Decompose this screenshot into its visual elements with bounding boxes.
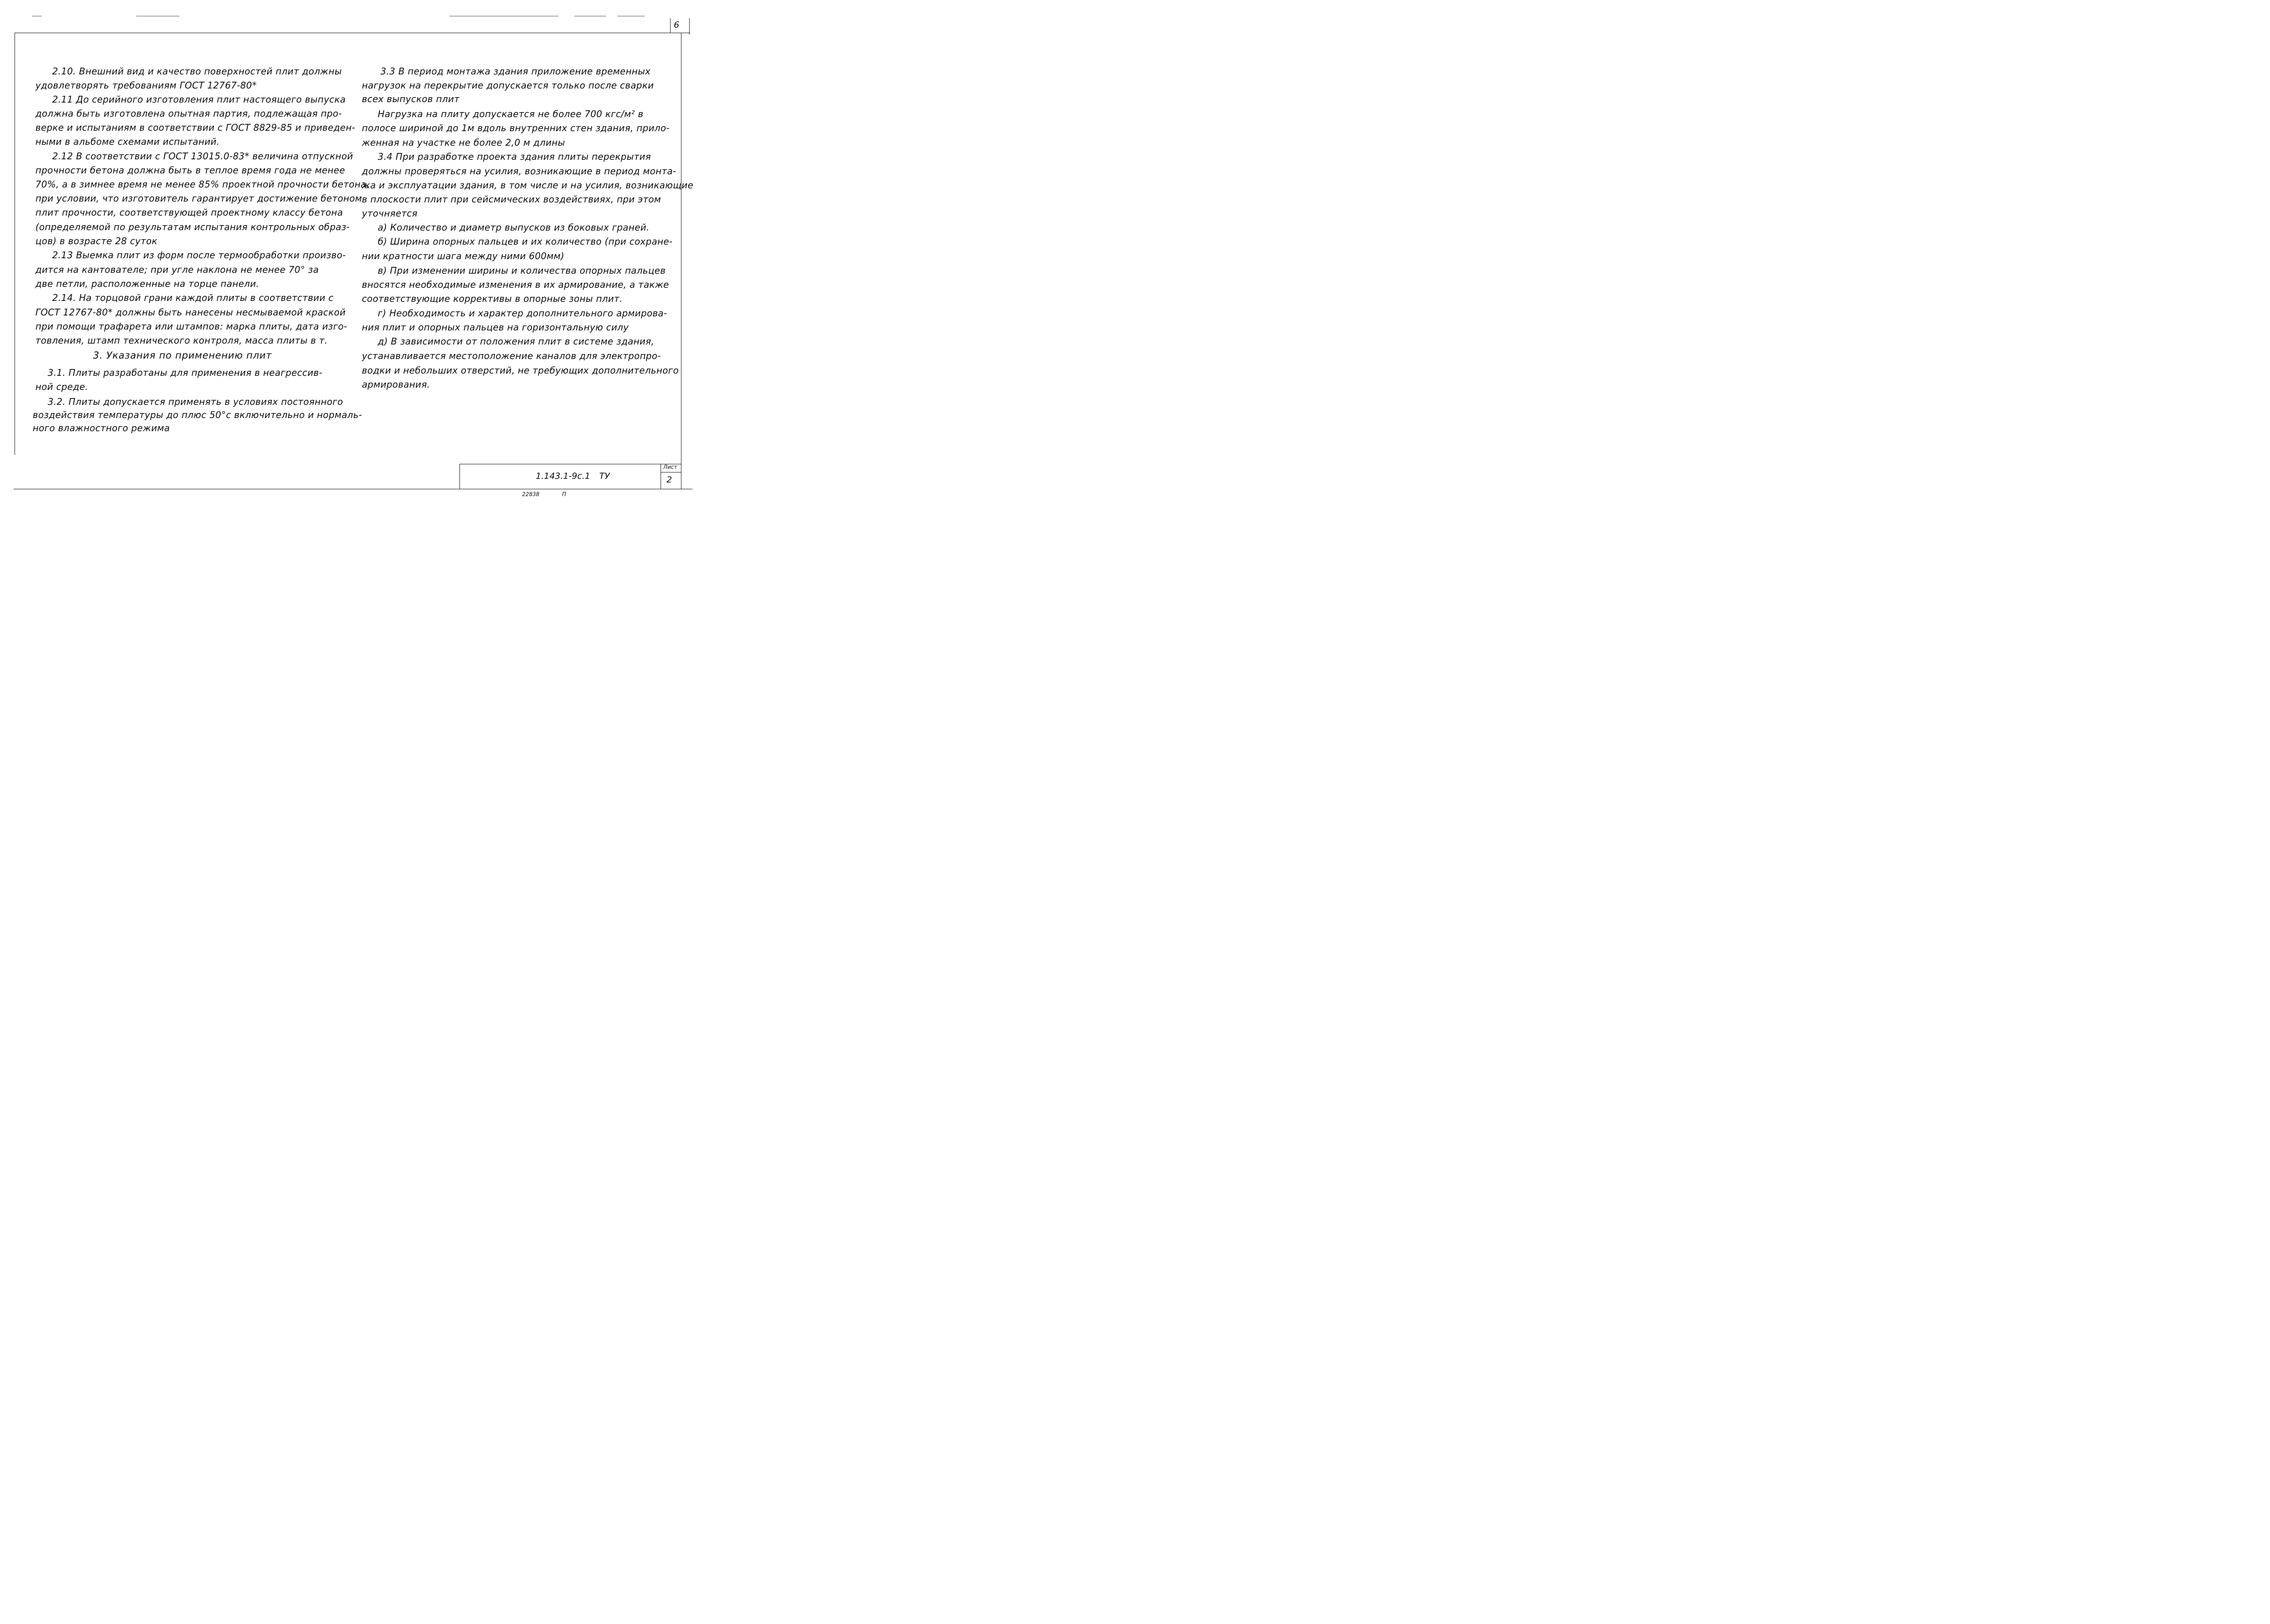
text-line: должны проверяться на усилия, возникающие в период монта-: [362, 166, 676, 177]
text-line: плит прочности, соответствующей проектному классу бетона: [35, 207, 343, 218]
title-block-left-line: [459, 464, 460, 489]
text-line: водки и небольших отверстий, не требующих дополнительного: [362, 365, 679, 376]
text-line: ного влажностного режима: [33, 423, 170, 433]
text-line: 2.10. Внешний вид и качество поверхностей плит должны: [52, 66, 342, 77]
text-line: 70%, а в зимнее время не менее 85% проектной прочности бетона,: [35, 179, 370, 190]
sheet-label: Лист: [663, 464, 677, 470]
text-line: 3.1. Плиты разработаны для применения в неагрессив-: [48, 367, 322, 378]
text-line: армирования.: [362, 379, 430, 390]
text-line: две петли, расположенные на торце панели.: [35, 278, 259, 289]
text-line: 3.2. Плиты допускается применять в условиях постоянного: [48, 396, 343, 407]
text-line: в плоскости плит при сейсмических воздействиях, при этом: [362, 194, 661, 205]
text-line: нагрузок на перекрытие допускается только после сварки: [362, 80, 654, 91]
text-line: соответствующие коррективы в опорные зоны плит.: [362, 293, 623, 304]
text-line: уточняется: [362, 208, 418, 219]
archive-code: 22838: [522, 491, 540, 497]
text-line: 2.13 Выемка плит из форм после термообработки произво-: [52, 250, 346, 261]
text-line: удовлетворять требованиям ГОСТ 12767-80*: [35, 80, 257, 91]
text-line: полосе шириной до 1м вдоль внутренних стен здания, прило-: [362, 123, 670, 133]
page-number-box-left: [670, 18, 671, 33]
text-line: верке и испытаниям в соответствии с ГОСТ 8829-85 и приведен-: [35, 122, 355, 133]
text-line: устанавливается местоположение каналов для электропро-: [362, 350, 661, 361]
text-line: ГОСТ 12767-80* должны быть нанесены несмываемой краской: [35, 307, 346, 318]
text-line: дится на кантователе; при угле наклона не менее 70° за: [35, 264, 319, 275]
text-line: а) Количество и диаметр выпусков из боковых граней.: [378, 222, 650, 233]
text-line: г) Необходимость и характер дополнительного армирова-: [378, 308, 667, 319]
drawing-sheet: [0, 0, 701, 500]
text-line: всех выпусков плит: [362, 94, 460, 104]
document-designation: 1.143.1-9с.1: [536, 471, 591, 481]
text-line: (определяемой по результатам испытания контрольных образ-: [35, 221, 350, 232]
text-line: воздействия температуры до плюс 50°с включительно и нормаль-: [33, 409, 362, 420]
text-line: ными в альбоме схемами испытаний.: [35, 136, 220, 147]
text-line: б) Ширина опорных пальцев и их количество (при сохране-: [378, 236, 673, 247]
text-line: женная на участке не более 2,0 м длины: [362, 137, 565, 148]
text-line: при условии, что изготовитель гарантирует достижение бетоном: [35, 193, 362, 204]
text-line: товления, штамп технического контроля, масса плиты в т.: [35, 335, 328, 346]
text-line: ной среде.: [35, 381, 89, 392]
page-number-box-right: [689, 18, 690, 34]
page-number: 6: [674, 20, 680, 30]
text-line: 2.12 В соответствии с ГОСТ 13015.0-83* величина отпускной: [52, 151, 353, 162]
text-line: вносятся необходимые изменения в их армирование, а также: [362, 279, 669, 290]
text-line: Нагрузка на плиту допускается не более 700 кгс/м² в: [378, 108, 644, 119]
text-line: д) В зависимости от положения плит в системе здания,: [378, 336, 654, 347]
archive-mark: П: [562, 491, 567, 497]
text-line: 3.4 При разработке проекта здания плиты перекрытия: [378, 151, 651, 162]
text-line: при помощи трафарета или штампов: марка плиты, дата изго-: [35, 321, 347, 332]
section-heading: 3. Указания по применению плит: [93, 350, 272, 361]
text-line: 2.14. На торцовой грани каждой плиты в соответствии с: [52, 292, 334, 303]
text-line: ния плит и опорных пальцев на горизонтальную силу: [362, 322, 629, 333]
text-line: прочности бетона должна быть в теплое время года не менее: [35, 165, 345, 176]
text-line: нии кратности шага между ними 600мм): [362, 251, 565, 261]
document-type: ТУ: [599, 471, 610, 481]
text-line: 3.3 В период монтажа здания приложение временных: [380, 66, 651, 77]
text-line: в) При изменении ширины и количества опорных пальцев: [378, 265, 666, 276]
text-line: цов) в возрасте 28 суток: [35, 236, 158, 246]
text-line: жа и эксплуатации здания, в том числе и на усилия, возникающие: [362, 180, 694, 191]
text-line: 2.11 До серийного изготовления плит настоящего выпуска: [52, 94, 346, 105]
text-line: должна быть изготовлена опытная партия, подлежащая про-: [35, 108, 342, 119]
sheet-number: 2: [666, 475, 672, 485]
